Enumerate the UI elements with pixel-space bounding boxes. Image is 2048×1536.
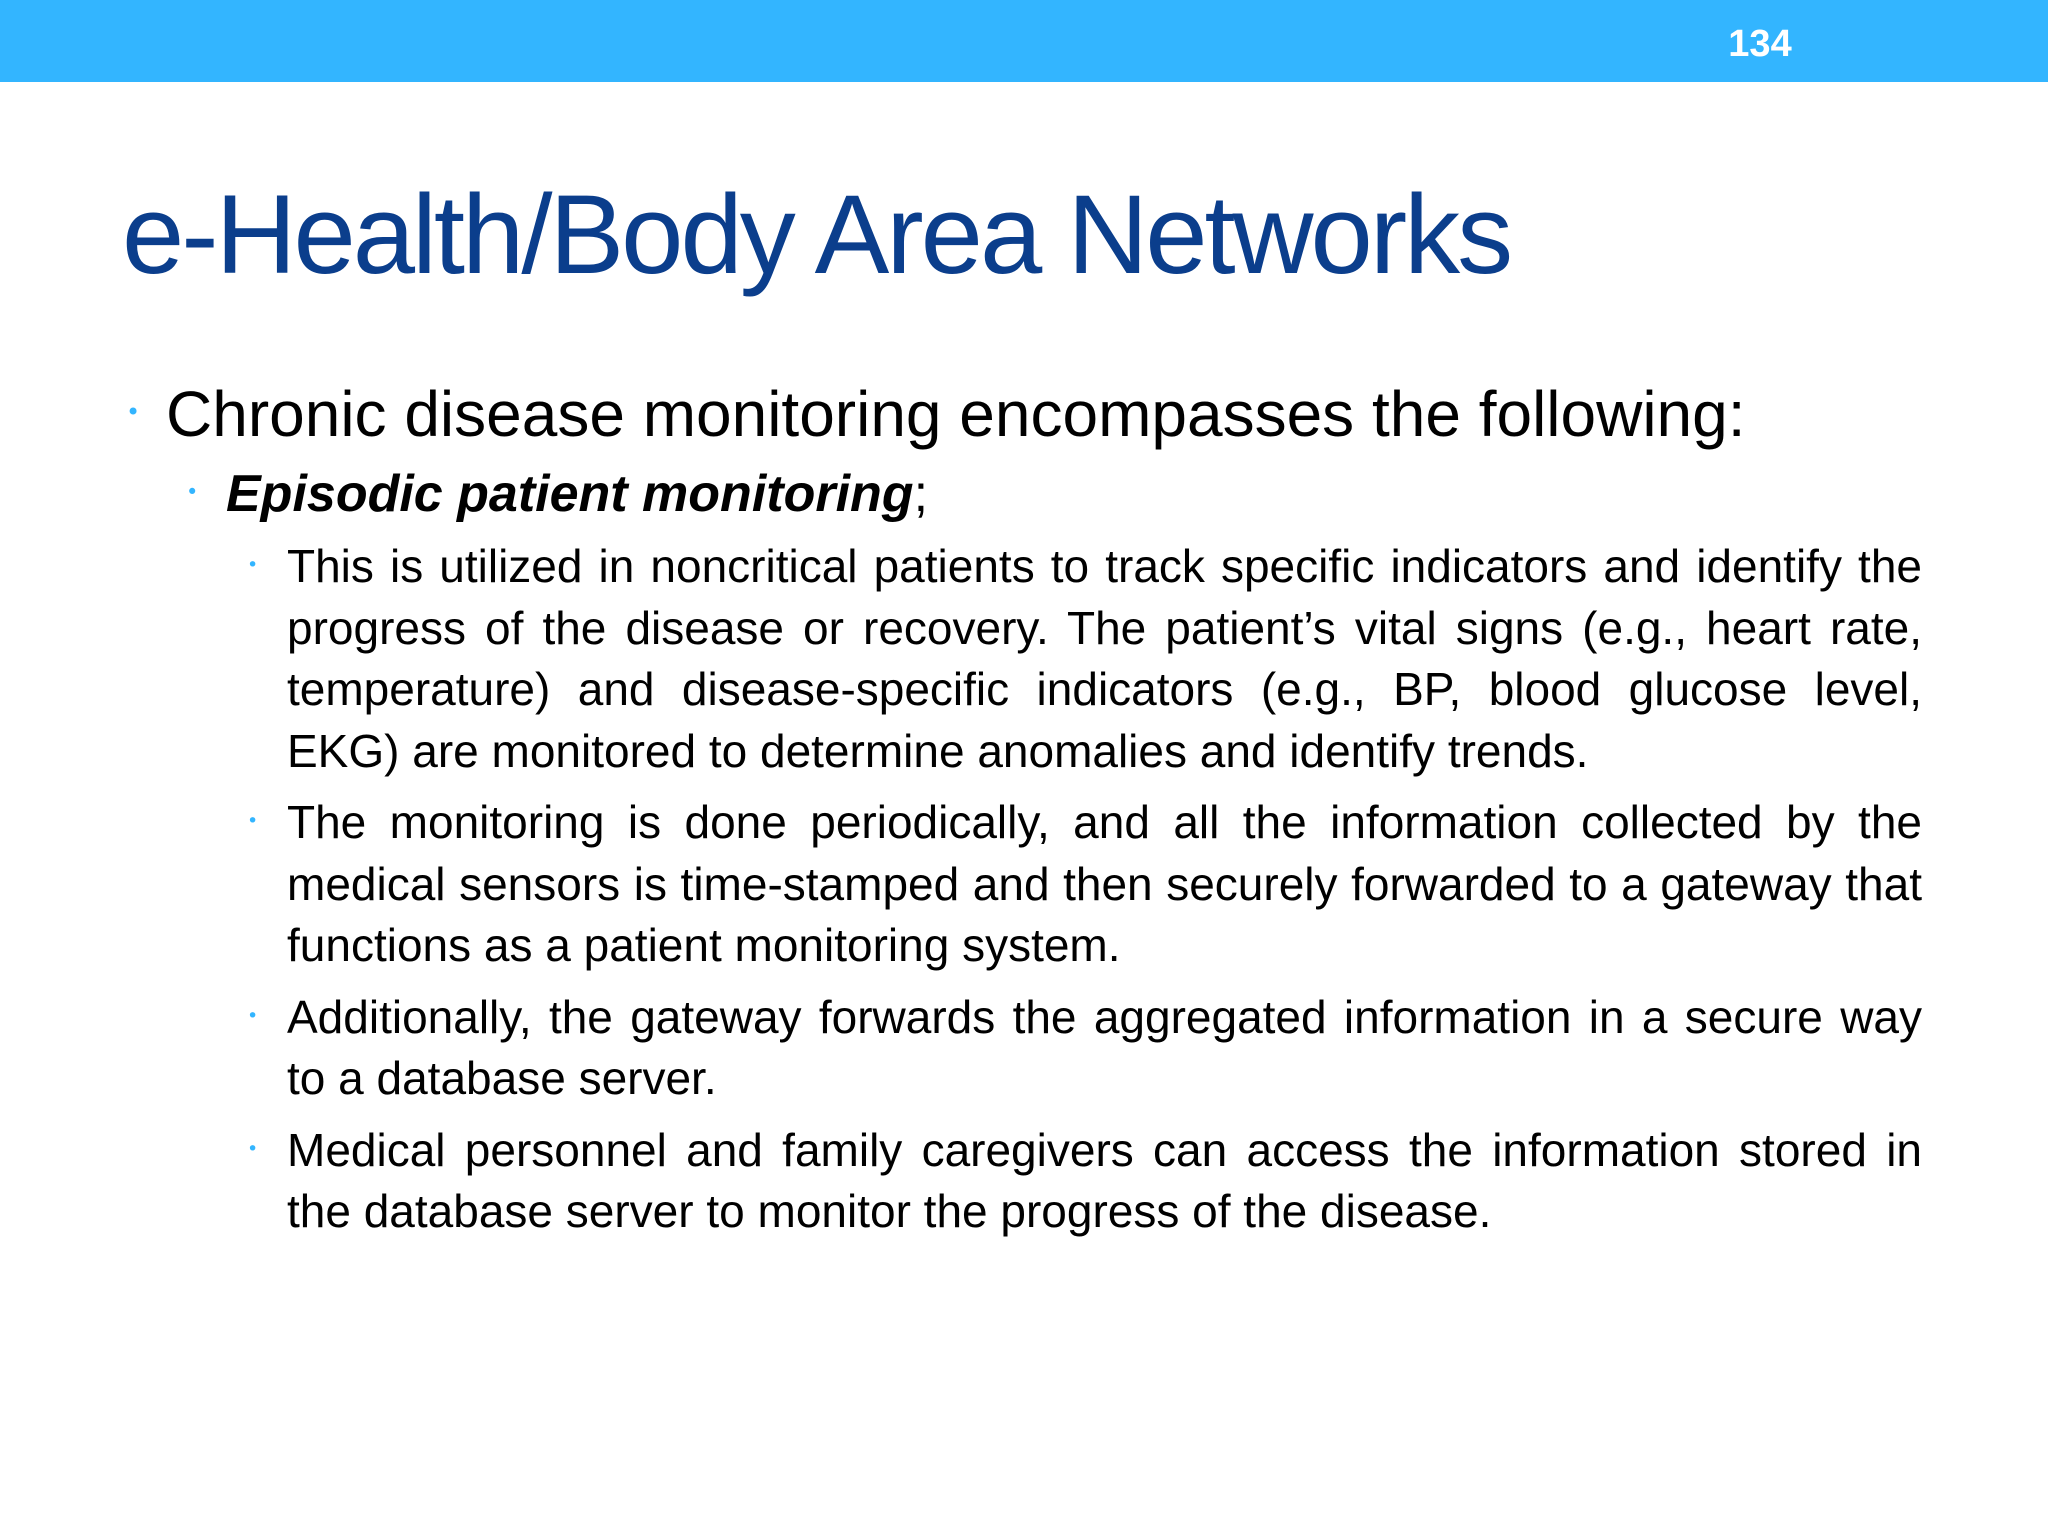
list-item	[243, 1120, 1922, 1243]
list-item-text: This is utilized in noncritical patients to track specific indicators and identify the progress of the disease or recovery. The patient’s vital signs (e.g., heart rate, temperature) and disease-specific indicators (e.g., BP, blood glucose level, EKG) are monitored to determine anomalies and identify trends.	[287, 540, 1922, 777]
bullet-dot-icon: •	[186, 480, 199, 504]
list-item	[243, 987, 1922, 1110]
bullet-sub-heading	[182, 456, 1922, 532]
list-item	[243, 792, 1922, 977]
bullet-dot-icon: •	[247, 554, 259, 576]
bullet-main-text: Chronic disease monitoring encompasses the following:	[166, 378, 1746, 450]
header-bar	[0, 0, 2048, 82]
sub-heading-text: Episodic patient monitoring	[226, 465, 914, 523]
bullet-dot-icon: •	[126, 398, 141, 426]
slide-title: e-Health/Body Area Networks	[122, 172, 1511, 297]
list-item	[243, 536, 1922, 782]
bullet-main	[122, 372, 1922, 456]
bullet-dot-icon: •	[247, 1137, 259, 1160]
page-number: 134	[1728, 23, 1792, 65]
list-item-text: The monitoring is done periodically, and all the information collected by the medical sensors is time-stamped and then securely forwarded to a gateway that functions as a patient monitoring system.	[287, 796, 1922, 971]
sub-heading-suffix: ;	[913, 465, 929, 523]
list-item-text: Additionally, the gateway forwards the aggregated information in a secure way to a database server.	[287, 990, 1922, 1104]
slide-body	[122, 372, 1922, 1243]
list-item-text: Medical personnel and family caregivers can access the information stored in the database server to monitor the progress of the disease.	[287, 1123, 1922, 1237]
bullet-dot-icon: •	[247, 810, 259, 832]
bullet-dot-icon: •	[247, 1004, 259, 1027]
